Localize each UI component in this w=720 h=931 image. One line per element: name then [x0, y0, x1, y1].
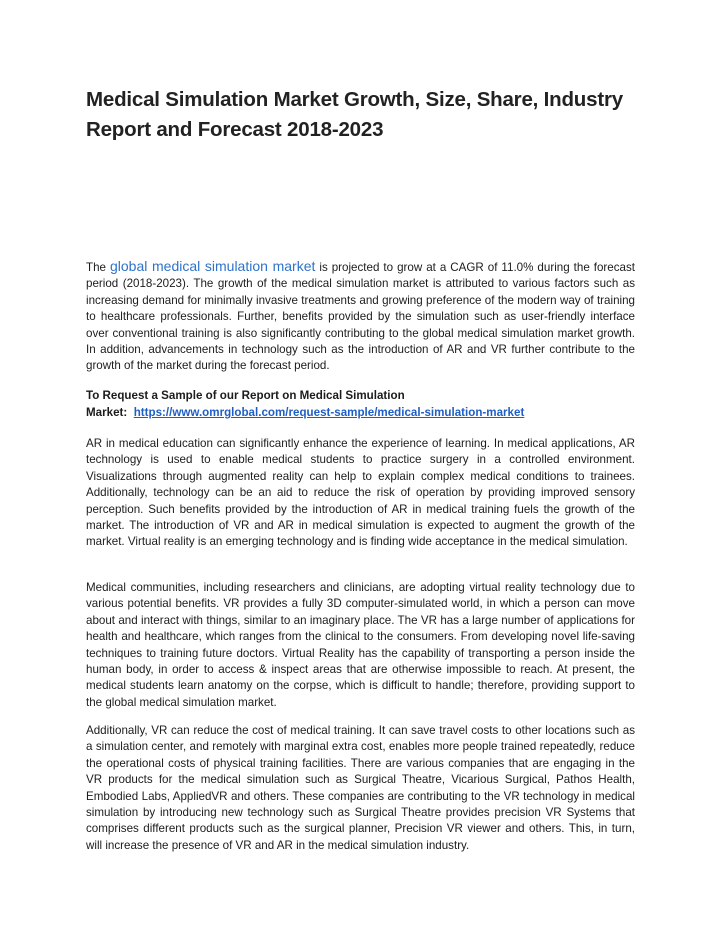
intro-paragraph	[86, 258, 635, 375]
sample-request-heading: To Request a Sample of our Report on Medical Simulation	[86, 389, 405, 402]
market-link[interactable]: global medical simulation market	[109, 258, 316, 274]
page-title: Medical Simulation Market Growth, Size, Share, Industry Report and Forecast 2018-2023	[86, 88, 623, 141]
intro-pre: The	[86, 261, 110, 274]
ar-paragraph: AR in medical education can significantly enhance the experience of learning. In medical applications, AR technology is used to enable medical students to practice surgery in a controlled environment. Visualizations through augmented reality can help to explain complex medical conditions to trainees. Additionally, technology can be an aid to reduce the risk of operation by providing improved sensory perception. Such benefits provided by the introduction of AR in medical training fuels the growth of the market. The introduction of VR and AR in medical simulation is expected to augment the growth of the market. Virtual reality is an emerging technology and is finding wide acceptance in the medical simulation.	[86, 437, 635, 549]
vr-paragraph: Medical communities, including researchers and clinicians, are adopting virtual reality technology due to various potential benefits. VR provides a fully 3D computer-simulated world, in which a person can move about and interact with things, similar to an imaginary place. The VR has a large number of applications for health and healthcare, which ranges from the clinical to the consumers. From developing novel life-saving techniques to training future doctors. Virtual Reality has the capability of transporting a person inside the human body, in order to access & inspect areas that are otherwise impossible to reach. At present, the medical students learn anatomy on the corpse, which is difficult to handle; therefore, providing support to the global medical simulation market.	[86, 581, 635, 709]
sample-request-link[interactable]: https://www.omrglobal.com/request-sample/medical-simulation-market	[133, 406, 525, 419]
intro-post: is projected to grow at a CAGR of 11.0% during the forecast period (2018-2023). The growth of the medical simulation market is attributed to various factors such as increasing demand for minimally invasive treatments and growing preference of the modern way of training to healthcare professionals. Further, benefits provided by the simulation such as user-friendly interface over conventional training is also significantly contributing to the global medical simulation market growth. In addition, advancements in technology such as the introduction of AR and VR further contribute to the growth of the market during the forecast period.	[86, 261, 635, 373]
cost-paragraph: Additionally, VR can reduce the cost of medical training. It can save travel costs to other locations such as a simulation center, and remotely with marginal extra cost, enables more people trained repeatedly, reduce the operational costs of physical training facilities. There are various companies that are engaging in the VR products for the medical simulation such as Surgical Theatre, Vicarious Surgical, Pathos Health, Embodied Labs, AppliedVR and others. These companies are contributing to the VR technology in medical simulation by introducing new technology such as Surgical Theatre provides precision VR Systems that comprises different products such as the surgical planner, Precision VR viewer and others. This, in turn, will increase the presence of VR and AR in the medical simulation industry.	[86, 724, 635, 852]
sample-request	[86, 387, 635, 421]
sample-request-label: Market:	[86, 406, 128, 419]
